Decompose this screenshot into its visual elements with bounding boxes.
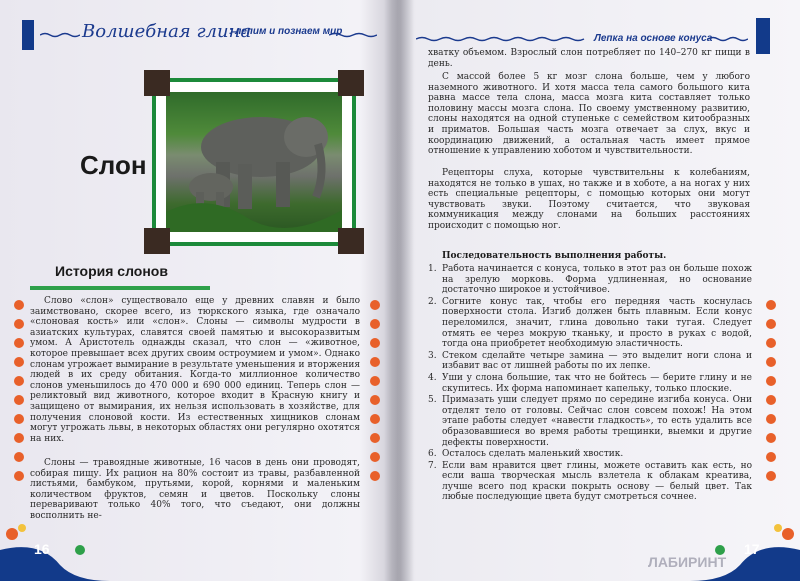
dot-icon [766,357,776,367]
step-text: Примазать уши следует прямо по середине изгиба конуса. Они отделят тело от головы. Сейчас слон совсем похож! На этом этапе работы следует «навести гладкость», то есть удалить все образовавшиеся во время работы трещинки, выемки и другие дефекты поверхности. [442,395,752,448]
right-dot-column [766,300,778,490]
step-text: Уши у слона большие, так что не бойтесь — берите глину и не скупитесь. Их форма напоминает капельку, только плоские. [442,372,752,394]
step-number: 7. [428,460,437,471]
section-underline [30,286,210,290]
dot-icon [14,414,24,424]
step-item [428,461,752,503]
step-number: 4. [428,372,437,383]
header-color-block [756,18,770,54]
book-gutter [384,0,414,581]
dot-icon [370,433,380,443]
dot-icon [766,376,776,386]
page-title: Слон [80,150,147,180]
header-color-block [22,20,34,50]
dot-icon [766,338,776,348]
elephant-image [166,92,342,232]
right-paragraph: хватку объемом. Взрослый слон потребляет по 140–270 кг пищи в день. [428,48,750,69]
dot-icon [370,338,380,348]
left-dot-column [14,300,26,490]
left-paragraph: Слоны — травоядные животные, 16 часов в день они проводят, собирая пищу. Их рацион на 80% состоит из травы, разбавленной листьями, бамбуком, прутьями, корой, корнями и маленьким количеством фруктов, семян и цветов. Поскольку слоны переваривают только 40% того, что съедают, они должны восполнить не- [30,458,360,521]
step-text: Стеком сделайте четыре замина — это выделит ноги слона и избавит вас от лишней работы по их лепке. [442,350,752,372]
step-text: Работа начинается с конуса, только в этот раз он больше похож на зрелую морковь. Форма удлиненная, но основание достаточно широкое и устойчивое. [442,264,752,296]
steps-list [428,264,752,504]
photo-corner [144,228,170,254]
dot-icon [766,471,776,481]
step-text: Согните конус так, чтобы его передняя часть коснулась поверхности стола. Изгиб должен быть плавным. Если конус переломился, значит, глина довольно таки тугая. Следует отмять ее через мокрую тканьку, и просто в руках с водой, тогда она приобретет необходимую эластичность. [442,296,752,350]
photo-corner [144,70,170,96]
watermark: ЛАБИРИНТ [648,554,727,570]
dot-icon [14,471,24,481]
page-number-right: 17 [744,541,760,557]
step-number: 1. [428,264,437,274]
dot-icon [766,452,776,462]
series-subtitle: : лепим и познаем мир [229,26,343,37]
left-header [22,20,380,50]
step-item [428,373,752,394]
step-number: 3. [428,350,437,361]
wavy-line-icon [329,32,377,38]
wavy-line-icon [416,36,586,42]
dot-icon [370,376,380,386]
dot-icon [766,319,776,329]
dot-icon [370,319,380,329]
wavy-line-icon [708,36,748,42]
dot-icon [766,300,776,310]
dot-icon [766,414,776,424]
bottom-left-decoration [0,520,110,581]
right-paragraph: Рецепторы слуха, которые чувствительны к колебаниям, находятся не только в ушах, но также и в хоботе, а на ногах у них есть специальные рецепторы, с помощью которых они могут чувствовать звуки. Поэтому считается, что звуковая коммуникация между слонами на больших расстояниях происходит с помощью ног. [428,168,750,231]
step-item [428,264,752,296]
chapter-title: Лепка на основе конуса [594,33,713,44]
step-item [428,351,752,372]
step-item [428,297,752,350]
dot-icon [370,300,380,310]
step-number: 2. [428,296,437,307]
dot-icon [370,357,380,367]
step-text: Если вам нравится цвет глины, можете оставить как есть, но если ваша творческая мысль взлетела к облакам креатива, лучше всего под краски покрыть основу — белый цвет. Так любые последующие цвета будут смотреться сочнее. [442,460,752,503]
elephant-photo [166,92,342,232]
dot-icon [14,300,24,310]
dot-icon [370,395,380,405]
dot-icon [766,395,776,405]
wavy-line-icon [40,32,80,38]
dot-icon [14,319,24,329]
dot-icon [14,376,24,386]
dot-icon [14,452,24,462]
elephant-photo-frame [152,78,356,246]
right-paragraph: С массой более 5 кг мозг слона больше, чем у любого наземного животного. И хотя масса тела самого большого кита равна массе тела слона, масса мозга кита составляет только половину массы мозга слона. По своему умственному развитию, слоны находятся на одной ступеньке с семейством китообразных и приматов. Большая часть мозга отвечает за слух, вкус и координацию движений, а остальная часть имеет прямое отношение к управлению хоботом и чувствительности. [428,72,750,157]
dot-icon [370,452,380,462]
dot-icon [370,471,380,481]
page-number-left: 16 [34,541,50,557]
series-title: Волшебная глина [82,21,252,42]
step-item [428,449,752,460]
sequence-title: Последовательность выполнения работы. [442,251,667,261]
dot-icon [14,395,24,405]
step-number: 6. [428,449,437,460]
dot-icon [370,414,380,424]
gutter-dot-column [370,300,382,490]
photo-corner [338,70,364,96]
section-title: История слонов [55,263,168,279]
dot-icon [14,357,24,367]
step-text: Осталось сделать маленький хвостик. [442,449,624,460]
step-item [428,395,752,448]
dot-icon [766,433,776,443]
dot-icon [14,433,24,443]
photo-corner [338,228,364,254]
step-number: 5. [428,395,437,406]
dot-icon [14,338,24,348]
left-paragraph: Слово «слон» существовало еще у древних славян и было заимствовано, скорее всего, из тюркского языка, где означало «слоновая кость» или «слон». Слоны — символы мудрости в азиатских культурах, славятся своей памятью и высокоразвитым умом. А Аристотель однажды сказал, что слон — «животное, которое превышает всех других своим остроумием и умом». Однако слонам угрожает вымирание в результате уменьшения и вторжения людей в их среду обитания. Когда-то миллионное количество слонов уменьшилось до 470 000 и 690 000 единиц. Теперь слон — реликтовый вид животного, которое входит в Красную книгу и защищено от вымирания, их нельзя использовать в хозяйстве, для получения слоновой кости. Из естественных хищников слонам могут угрожать львы, в некоторых областях они регулярно охотятся на них. [30,296,360,444]
